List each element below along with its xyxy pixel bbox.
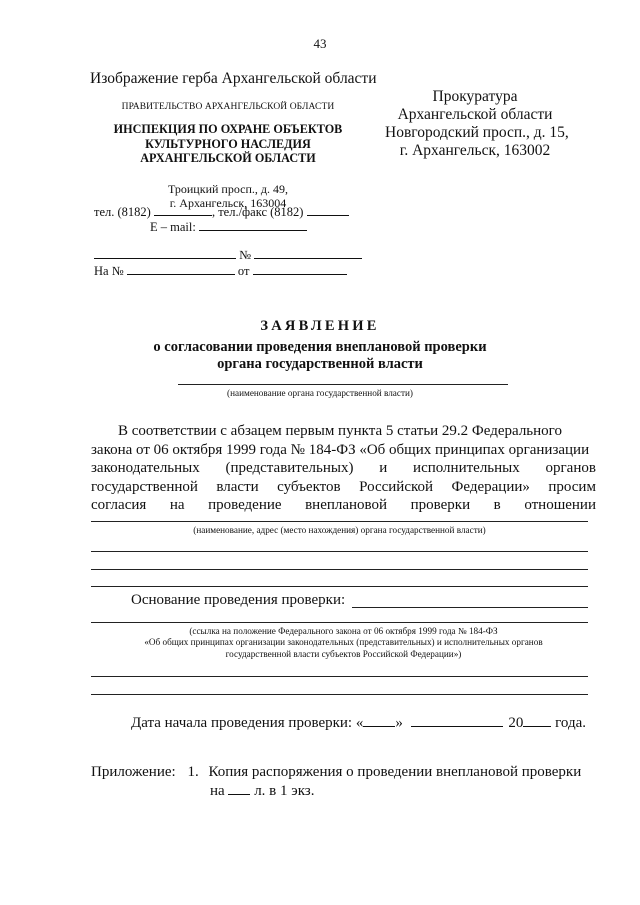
fax-label: , тел./факс (8182): [211, 205, 304, 219]
basis-caption-line-1: (ссылка на положение Федерального закона от 06 октября 1999 года № 184-ФЗ: [189, 626, 498, 636]
annex-pages-prefix: на: [210, 782, 225, 799]
basis-extra-line[interactable]: [91, 622, 588, 623]
basis-extra-line-2[interactable]: [91, 676, 588, 677]
paragraph-row-4: государственной власти субъектов Российской Федерации» просим: [91, 478, 596, 495]
recipient-block: [385, 88, 569, 160]
reply-to-line: [94, 263, 347, 279]
date-year-field[interactable]: [523, 714, 551, 727]
inspection-date-line: [91, 714, 596, 732]
email-field[interactable]: [199, 219, 307, 231]
basis-extra-line-3[interactable]: [91, 694, 588, 695]
number-label: №: [239, 248, 252, 262]
date-month-field[interactable]: [411, 714, 503, 727]
reply-number-field[interactable]: [127, 263, 235, 275]
outgoing-number-line: [94, 247, 362, 263]
recipient-line-1: Прокуратура: [432, 88, 518, 105]
paragraph-row-5: согласия на проведение внеплановой проверки в отношении: [91, 497, 596, 514]
title-line-2: о согласовании проведения внеплановой проверки: [153, 339, 487, 355]
phone-fax-line: [94, 204, 349, 220]
sender-address-line-1: Троицкий просп., д. 49,: [168, 181, 288, 196]
email-line: [150, 219, 307, 235]
annex-item-number: 1.: [187, 764, 199, 780]
sender-address-line-2: г. Архангельск, 163004: [169, 195, 287, 210]
inspection-line-3: АРХАНГЕЛЬСКОЙ ОБЛАСТИ: [140, 151, 316, 165]
basis-field[interactable]: [352, 607, 588, 608]
organization-extra-line-3[interactable]: [91, 586, 588, 587]
coat-of-arms-caption: Изображение герба Архангельской области: [90, 70, 377, 87]
organization-caption: (наименование, адрес (место нахождения) органа государственной власти): [193, 525, 486, 535]
title-line-3: органа государственной власти: [217, 356, 423, 372]
fax-field[interactable]: [307, 204, 349, 216]
recipient-line-2: Архангельской области: [397, 106, 553, 123]
authority-name-caption: (наименование органа государственной власти): [227, 388, 413, 398]
annex-pages-field[interactable]: [228, 782, 250, 795]
recipient-line-4: г. Архангельск, 163002: [399, 142, 551, 159]
date-year-prefix: 20: [508, 715, 524, 731]
organization-extra-line-2[interactable]: [91, 569, 588, 570]
paragraph-row-1: В соответствии с абзацем первым пункта 5 статьи 29.2 Федерального: [118, 423, 562, 439]
date-year-suffix: года.: [555, 715, 586, 731]
title-heading: ЗАЯВЛЕНИЕ: [260, 318, 380, 334]
inspection-name: [80, 122, 376, 166]
annex-block: [91, 763, 596, 800]
basis-caption-line-3: государственной власти субъектов Российской Федерации»): [225, 648, 462, 659]
government-name: ПРАВИТЕЛЬСТВО АРХАНГЕЛЬСКОЙ ОБЛАСТИ: [121, 102, 335, 112]
reply-label: На №: [94, 264, 124, 278]
date-label: Дата начала проведения проверки: «: [131, 715, 364, 731]
page-number: 43: [313, 36, 327, 51]
annex-line-2: [91, 782, 596, 801]
basis-label: Основание проведения проверки:: [131, 592, 346, 608]
basis-caption: [91, 626, 596, 660]
authority-name-line[interactable]: [178, 384, 508, 385]
request-paragraph: [91, 422, 596, 515]
outgoing-date-field[interactable]: [94, 247, 236, 259]
reply-date-field[interactable]: [253, 263, 347, 275]
date-day-field[interactable]: [363, 714, 395, 727]
from-label: от: [237, 264, 250, 278]
inspection-line-1: ИНСПЕКЦИЯ ПО ОХРАНЕ ОБЪЕКТОВ: [113, 122, 343, 136]
phone-label: тел. (8182): [94, 205, 151, 219]
document-title: [0, 318, 640, 373]
organization-name-line[interactable]: [91, 521, 588, 522]
organization-extra-line-1[interactable]: [91, 551, 588, 552]
paragraph-row-3: законодательных (представительных) и исполнительных органов: [91, 460, 596, 477]
phone-field[interactable]: [154, 204, 212, 216]
paragraph-row-2: закона от 06 октября 1999 года № 184-ФЗ «Об общих принципах организации: [91, 441, 590, 458]
sender-block: [80, 102, 376, 210]
annex-label: Приложение:: [91, 764, 176, 780]
outgoing-number-field[interactable]: [254, 247, 362, 259]
inspection-line-2: КУЛЬТУРНОГО НАСЛЕДИЯ: [145, 136, 311, 151]
email-label: E – mail:: [150, 220, 196, 234]
recipient-line-3: Новгородский просп., д. 15,: [385, 124, 569, 141]
annex-line-1: [91, 763, 596, 782]
date-quote-close: »: [395, 715, 403, 731]
annex-item-text: Копия распоряжения о проведении внеплановой проверки: [208, 764, 582, 780]
basis-caption-line-2: «Об общих принципах организации законодательных (представительных) и исполнительных органов: [144, 637, 543, 648]
annex-pages-suffix: л. в 1 экз.: [254, 782, 315, 799]
